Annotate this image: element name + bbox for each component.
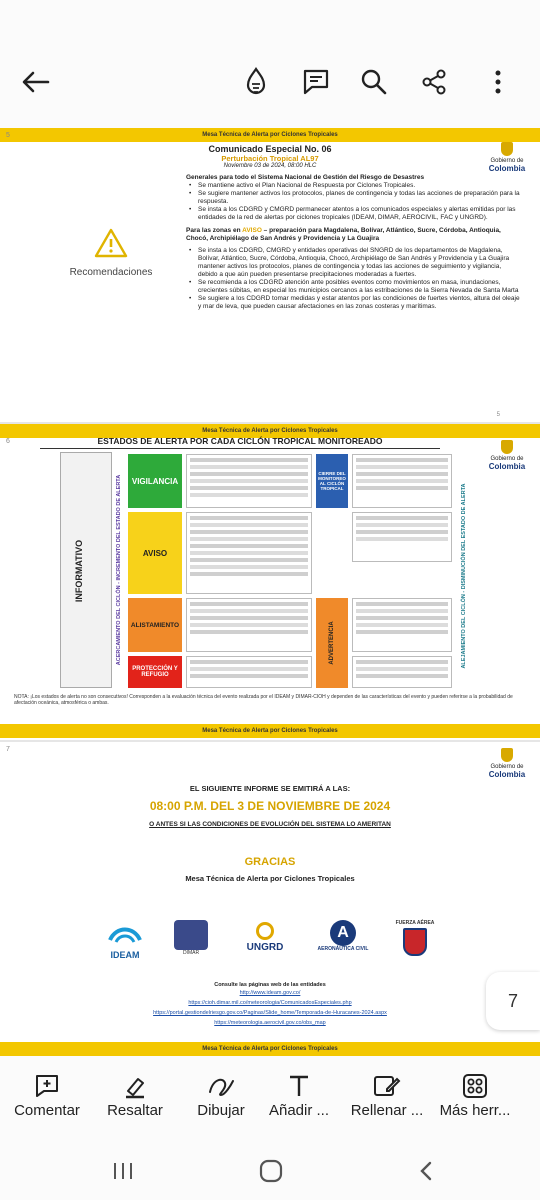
general-item: • Se sugiere mantener activos los protocolos, planes de contingencia y todas las acciones de preparación para la respuesta. <box>186 190 522 206</box>
add-text-tool-label: Añadir ... <box>268 1102 330 1119</box>
page-footer: Mesa Técnica de Alerta por Ciclones Tropicales <box>0 1042 540 1056</box>
comment-tool-label: Comentar <box>14 1102 80 1119</box>
aerocivil-logo: A AERONÁUTICA CIVIL <box>312 920 374 952</box>
scenario-aviso <box>186 512 312 594</box>
advertencia-box: ADVERTENCIA <box>316 598 348 688</box>
state-alistamiento: ALISTAMIENTO <box>128 598 182 652</box>
share-icon[interactable] <box>414 62 454 102</box>
aviso-item: • Se recomienda a los CDGRD atención ante posibles eventos como movimientos en masa, inundaciones, crecientes súbitas, en especial los municipios cercanos a las estribaciones de la Sierra Nevada de Santa Marta <box>186 279 522 295</box>
acercamiento-arrow: ACERCAMIENTO DEL CICLÓN - INCREMENTO DEL ESTADO DE ALERTA <box>116 474 122 666</box>
gobierno-logo: Gobierno de Colombia <box>482 142 532 173</box>
link-ideam[interactable]: http://www.ideam.gov.co/ <box>239 990 301 996</box>
draw-tool[interactable] <box>176 1070 266 1119</box>
comments-icon[interactable] <box>296 62 336 102</box>
text-add-icon <box>288 1074 310 1098</box>
fill-tool-label: Rellenar ... <box>350 1102 424 1119</box>
escenario-2-text <box>352 656 452 688</box>
page-6 <box>0 424 540 740</box>
comunicado-subtitle: Perturbación Tropical AL97 <box>221 154 319 163</box>
page-footer: Mesa Técnica de Alerta por Ciclones Tropicales <box>0 724 540 738</box>
more-tools-label: Más herr... <box>439 1102 511 1119</box>
escenario-3-text <box>352 598 452 652</box>
more-tools-icon <box>462 1073 488 1099</box>
dimar-logo: DIMAR <box>166 920 216 956</box>
escenario-4-text <box>352 512 452 562</box>
link-dimar[interactable]: https://cioh.dimar.mil.co/meteorologia/ComunicadosEspeciales.php <box>188 1000 352 1006</box>
shield-icon <box>501 748 513 762</box>
page-number: 6 <box>6 438 10 445</box>
general-item: • Se insta a los CDGRD y CMGRD permanecer atentos a los comunicados especiales y alertas emitidas por las entidades de la red de alertas por ciclones tropicales (IDEAM, DIMAR, AEROCIVIL, FAC y UNGRD). <box>186 206 522 222</box>
scenario-proteccion <box>186 656 312 688</box>
page-header: Mesa Técnica de Alerta por Ciclones Tropicales <box>0 128 540 142</box>
cierre-text <box>352 454 452 508</box>
back-nav-icon[interactable] <box>418 1160 434 1187</box>
page-indicator[interactable]: 7 <box>486 972 540 1030</box>
scenario-vigilancia <box>186 454 312 508</box>
reading-mode-icon[interactable] <box>236 62 276 102</box>
shield-icon <box>501 440 513 454</box>
general-title: Generales para todo el Sistema Nacional de Gestión del Riesgo de Desastres <box>186 174 425 181</box>
alert-states-title: ESTADOS DE ALERTA POR CADA CICLÓN TROPICAL MONITOREADO <box>40 436 440 449</box>
gracias-label: GRACIAS <box>244 856 296 868</box>
page-footer-number: 5 <box>496 412 500 418</box>
state-vigilancia: VIGILANCIA <box>128 454 182 508</box>
aviso-item: • Se insta a los CDGRD, CMGRD y entidades operativas del SNGRD de los departamentos de Magdalena, Bolívar, Atlántico, Sucre, Córdoba, Antioquia, Chocó, Archipiélago de San Andrés y Providencia y La Guajira mantener activos los protocolos, planes de contingencia y todas las acciones de seguimiento y vigilancia, debido a que aún pueden presentarse precipitaciones moderadas a fuertes. <box>186 247 522 279</box>
link-aerocivil[interactable]: https://meteorologia.aerocivil.gov.co/obs_map <box>214 1020 326 1026</box>
fill-tool[interactable] <box>342 1070 432 1119</box>
comment-add-icon <box>34 1073 60 1099</box>
nota-text: NOTA: ¡Los estados de alerta no son consecutivos! Corresponden a la evaluación técnica del evento realizada por el IDEAM y DIMAR-CIOH y dependen de las características del evento y pueden referirse a la probabilidad de afectación oceánica, atmosférica o ambas. <box>14 694 513 706</box>
page-5 <box>0 128 540 422</box>
ungrd-logo: UNGRD <box>236 920 294 953</box>
informativo-column <box>60 452 112 688</box>
aviso-title: Para las zonas en AVISO – preparación para Magdalena, Bolívar, Atlántico, Sucre, Córdoba, Antioquia, Chocó, Archipiélago de San Andrés y Providencia y La Guajira <box>186 227 501 242</box>
top-toolbar <box>0 36 540 128</box>
pen-draw-icon <box>207 1075 235 1097</box>
cierre-box: CIERRE DEL MONITOREO AL CICLÓN TROPICAL <box>316 454 348 508</box>
link-ungrd[interactable]: https://portal.gestiondelriesgo.gov.co/Paginas/Slide_home/Temporada-de-Huracanes-2024.aspx <box>153 1010 387 1016</box>
general-item: • Se mantiene activo el Plan Nacional de Respuesta por Ciclones Tropicales. <box>186 182 522 190</box>
highlighter-icon <box>122 1073 148 1099</box>
more-options-icon[interactable] <box>478 62 518 102</box>
next-report-time: 08:00 P.M. DEL 3 DE NOVIEMBRE DE 2024 <box>149 799 391 813</box>
ideam-logo: IDEAM <box>100 920 150 960</box>
home-icon[interactable] <box>258 1158 284 1189</box>
scenario-alistamiento <box>186 598 312 652</box>
gobierno-logo: Gobierno de Colombia <box>482 440 532 471</box>
recommendations-label: Recomendaciones <box>69 267 153 278</box>
page-number: 7 <box>6 746 10 753</box>
mesa-label: Mesa Técnica de Alerta por Ciclones Tropicales <box>185 874 355 883</box>
consulte-label: Consulte las páginas web de las entidades <box>214 982 326 988</box>
comunicado-date: Noviembre 03 de 2024, 08:00 HLC <box>223 163 317 169</box>
aviso-item: • Se sugiere a los CDGRD tomar medidas y estar atentos por las condiciones de fuertes vientos, altura del oleaje y mar de leva, que pueden causar afectaciones en las zonas costeras y marítimas. <box>186 295 522 311</box>
back-arrow-icon[interactable] <box>16 62 56 102</box>
page-header: Mesa Técnica de Alerta por Ciclones Tropicales <box>0 424 540 438</box>
more-tools[interactable] <box>430 1070 520 1119</box>
status-bar <box>0 0 540 36</box>
page-7 <box>0 742 540 1056</box>
fuerza-aerea-logo: FUERZA AÉREA <box>390 920 440 958</box>
state-proteccion: PROTECCIÓN Y REFUGIO <box>128 656 182 688</box>
highlight-tool-label: Resaltar <box>107 1102 163 1119</box>
alejamiento-arrow: ALEJAMIENTO DEL CICLÓN - DISMINUCIÓN DEL ESTADO DE ALERTA <box>461 483 467 669</box>
bottom-toolbar <box>0 1056 540 1142</box>
highlight-tool[interactable] <box>90 1070 180 1119</box>
add-text-tool[interactable] <box>254 1070 344 1119</box>
comunicado-title: Comunicado Especial No. 06 <box>208 144 332 154</box>
comment-tool[interactable] <box>2 1070 92 1119</box>
gobierno-logo: Gobierno de Colombia <box>482 748 532 779</box>
recent-apps-icon[interactable] <box>112 1160 134 1187</box>
fill-form-icon <box>373 1073 401 1099</box>
document-viewer[interactable] <box>0 128 540 1056</box>
draw-tool-label: Dibujar <box>197 1102 245 1119</box>
search-icon[interactable] <box>354 62 394 102</box>
informativo-label: INFORMATIVO <box>74 539 84 603</box>
entity-logos <box>100 920 440 970</box>
next-report-label: EL SIGUIENTE INFORME SE EMITIRÁ A LAS: <box>189 784 351 793</box>
next-report-condition: O ANTES SI LAS CONDICIONES DE EVOLUCIÓN DEL SISTEMA LO AMERITAN <box>149 821 391 828</box>
system-nav-bar <box>0 1142 540 1200</box>
recommendations-text <box>186 174 522 311</box>
state-aviso: AVISO <box>128 512 182 594</box>
warning-icon <box>94 228 128 258</box>
page-number: 5 <box>6 132 10 139</box>
recommendations-block <box>56 228 166 278</box>
